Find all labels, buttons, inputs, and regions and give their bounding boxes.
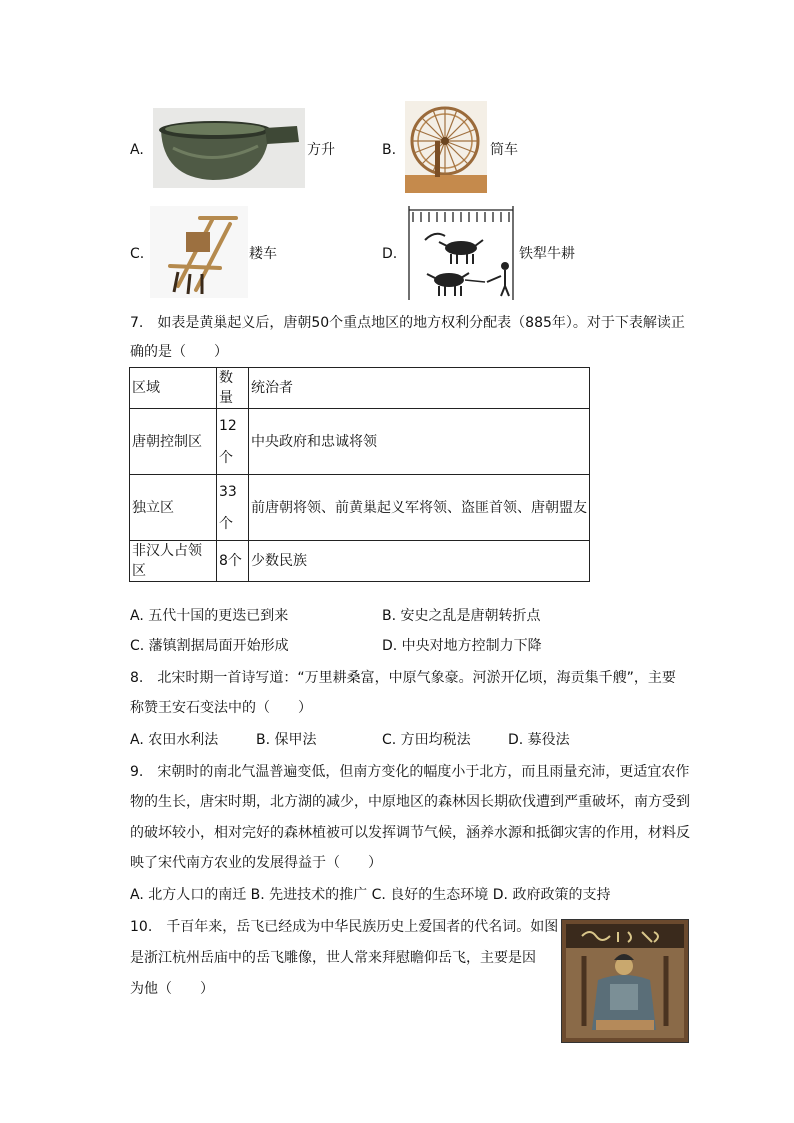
q8-option-d: D. 募役法 xyxy=(508,732,570,748)
q9-line-2: 物的生长，唐宋时期，北方湖的减少，中原地区的森林因长期砍伐遭到严重破坏，南方受到 xyxy=(130,794,690,810)
table-header-cell: 数量 xyxy=(217,368,249,409)
q8-stem-line-1: 8. 北宋时期一首诗写道：“万里耕桑富，中原气象豪。河淤开亿顷，海贡集千艘”，主要 xyxy=(130,670,676,686)
q8-option-b: B. 保甲法 xyxy=(256,732,317,748)
table-header-cell: 区域 xyxy=(130,368,217,409)
table-row xyxy=(130,475,590,541)
option-caption: 筒车 xyxy=(490,142,518,158)
option-caption: 方升 xyxy=(307,142,335,158)
q10-line-3: 为他（ ） xyxy=(130,981,214,997)
q10-line-1: 10. 千百年来，岳飞已经成为中华民族历史上爱国者的代名词。如图 xyxy=(130,919,559,935)
option-letter: A. xyxy=(130,142,144,158)
seed-drill-image xyxy=(150,206,248,298)
count-line: 12 xyxy=(219,417,237,434)
count-line: 个 xyxy=(219,515,233,532)
bronze-measuring-vessel-image xyxy=(153,108,305,188)
count-line: 个 xyxy=(219,449,233,466)
q10-line-2: 是浙江杭州岳庙中的岳飞雕像，世人常来拜慰瞻仰岳飞，主要是因 xyxy=(130,950,536,966)
table-header-cell: 统治者 xyxy=(249,368,590,409)
option-letter: B. xyxy=(382,142,397,158)
table-header-row xyxy=(130,368,590,409)
table-cell-count xyxy=(217,475,249,541)
option-letter: C. xyxy=(130,246,145,262)
table-cell-count: 8个 xyxy=(217,541,249,582)
table-cell-region: 非汉人占领区 xyxy=(130,541,217,582)
q7-option-c: C. 藩镇割据局面开始形成 xyxy=(130,638,289,654)
option-letter: D. xyxy=(382,246,398,262)
option-caption: 铁犁牛耕 xyxy=(519,246,575,262)
q7-table xyxy=(129,367,590,582)
count-line: 33 xyxy=(219,483,237,500)
yue-fei-statue-image xyxy=(561,919,689,1043)
option-caption: 耧车 xyxy=(249,246,277,262)
q8-stem-line-2: 称赞王安石变法中的（ ） xyxy=(130,700,312,716)
q7-stem-line-1: 7. 如表是黄巢起义后，唐朝50个重点地区的地方权利分配表（885年）。对于下表解读正 xyxy=(130,315,685,331)
table-cell-region: 唐朝控制区 xyxy=(130,409,217,475)
table-row xyxy=(130,409,590,475)
q9-line-3: 的破坏较小，相对完好的森林植被可以发挥调节气候，涵养水源和抵御灾害的作用，材料反 xyxy=(130,825,690,841)
table-cell-ruler: 前唐朝将领、前黄巢起义军将领、盗匪首领、唐朝盟友 xyxy=(249,475,590,541)
q8-option-c: C. 方田均税法 xyxy=(382,732,471,748)
ox-plough-mural-image xyxy=(405,206,517,300)
q7-option-a: A. 五代十国的更迭已到来 xyxy=(130,608,289,624)
q9-line-4: 映了宋代南方农业的发展得益于（ ） xyxy=(130,855,382,871)
q9-options: A. 北方人口的南迁 B. 先进技术的推广 C. 良好的生态环境 D. 政府政策的支持 xyxy=(130,887,611,903)
q7-stem-line-2: 确的是（ ） xyxy=(130,344,228,360)
table-cell-ruler: 中央政府和忠诚将领 xyxy=(249,409,590,475)
q9-line-1: 9. 宋朝时的南北气温普遍变低，但南方变化的幅度小于北方，而且雨量充沛，更适宜农作 xyxy=(130,764,690,780)
table-cell-count xyxy=(217,409,249,475)
q8-option-a: A. 农田水利法 xyxy=(130,732,219,748)
table-row xyxy=(130,541,590,582)
table-cell-region: 独立区 xyxy=(130,475,217,541)
q7-option-d: D. 中央对地方控制力下降 xyxy=(382,638,542,654)
water-wheel-image xyxy=(405,101,487,193)
table-cell-ruler: 少数民族 xyxy=(249,541,590,582)
q7-option-b: B. 安史之乱是唐朝转折点 xyxy=(382,608,541,624)
